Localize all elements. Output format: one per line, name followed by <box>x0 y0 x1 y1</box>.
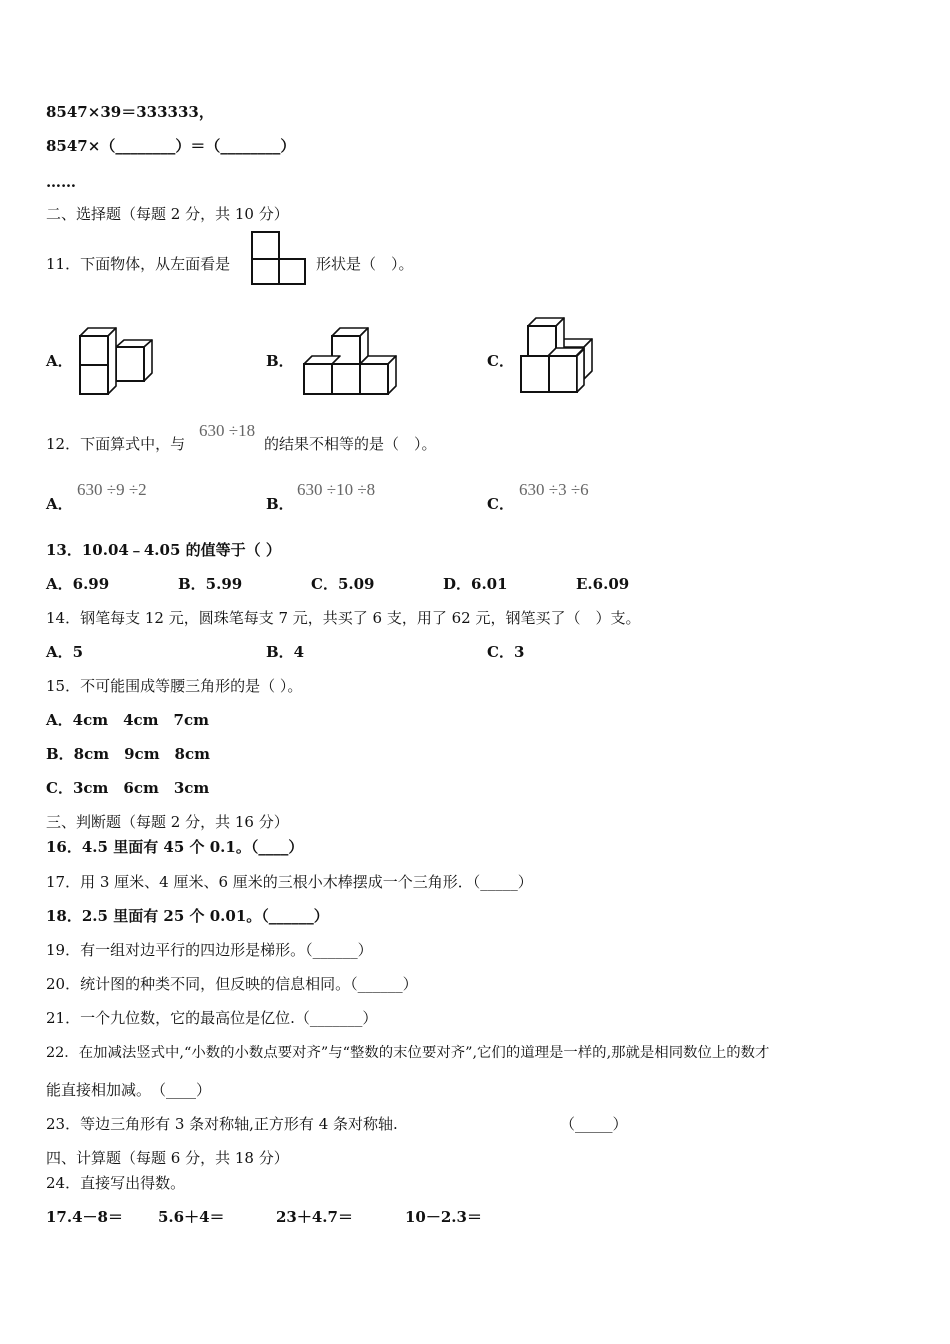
calc-item-2: 5.6＋4＝ <box>158 1208 225 1226</box>
question-20: 20．统计图的种类不同，但反映的信息相同。（______） <box>46 975 418 993</box>
cube-stack-a-icon <box>78 326 158 396</box>
equation-line-2: 8547×（________）＝（________） <box>46 137 296 155</box>
option-13-d[interactable]: D．6.01 <box>443 575 508 593</box>
question-17: 17．用 3 厘米、4 厘米、6 厘米的三根小木棒摆成一个三角形．（_____） <box>46 873 533 891</box>
question-12-text-end: 的结果不相等的是（ ）。 <box>264 435 437 453</box>
cube-stack-c-icon <box>519 316 599 396</box>
question-13: 13．10.04﹣4.05 的值等于（ ） <box>46 541 281 559</box>
option-12-a-label[interactable]: A． <box>46 495 73 513</box>
option-13-a[interactable]: A．6.99 <box>46 575 110 593</box>
question-14: 14．钢笔每支 12 元，圆珠笔每支 7 元，共买了 6 支，用了 62 元，钢笔买了（ ）支。 <box>46 609 641 627</box>
left-view-shape-icon <box>250 230 308 286</box>
question-11 <box>46 254 230 274</box>
section-heading-choice: 二、选择题（每题 2 分，共 10 分） <box>46 205 289 223</box>
section-heading-calc: 四、计算题（每题 6 分，共 18 分） <box>46 1149 289 1167</box>
option-12-a-expression: 630 ÷9 ÷2 <box>77 480 147 499</box>
question-23: 23．等边三角形有 3 条对称轴,正方形有 4 条对称轴. <box>46 1115 398 1133</box>
option-14-b[interactable]: B．4 <box>266 643 305 661</box>
question-12 <box>46 434 185 454</box>
question-23-answer-blank[interactable]: （_____） <box>560 1115 628 1133</box>
option-12-c-expression: 630 ÷3 ÷6 <box>519 480 589 499</box>
calc-item-3: 23＋4.7＝ <box>276 1208 353 1226</box>
question-11-text-end: 形状是（ ）。 <box>316 255 414 273</box>
question-15: 15．不可能围成等腰三角形的是（ ）。 <box>46 677 303 695</box>
option-15-c[interactable]: C．3cm 6cm 3cm <box>46 779 210 797</box>
question-16: 16．4.5 里面有 45 个 0.1。（____） <box>46 838 304 856</box>
ellipsis-line: …… <box>46 173 76 191</box>
question-22-line-1: 22．在加减法竖式中,“小数的小数点要对齐”与“整数的末位要对齐”,它们的道理是一样的,那就是相同数位上的数才 <box>46 1045 770 1061</box>
question-18: 18．2.5 里面有 25 个 0.01。（______） <box>46 907 329 925</box>
option-11-c-label[interactable]: C． <box>487 352 514 370</box>
option-11-b-label[interactable]: B． <box>266 352 294 370</box>
option-11-a-label[interactable]: A． <box>46 352 73 370</box>
option-14-c[interactable]: C．3 <box>487 643 525 661</box>
question-19: 19．有一组对边平行的四边形是梯形。（______） <box>46 941 373 959</box>
option-15-a[interactable]: A．4cm 4cm 7cm <box>46 711 209 729</box>
option-13-c[interactable]: C．5.09 <box>311 575 375 593</box>
cube-stack-b-icon <box>302 326 402 396</box>
calc-item-4: 10－2.3＝ <box>405 1208 482 1226</box>
calc-item-1: 17.4－8＝ <box>46 1208 123 1226</box>
question-21: 21．一个九位数，它的最高位是亿位.（_______） <box>46 1009 378 1027</box>
option-12-b-label[interactable]: B． <box>266 495 294 513</box>
option-13-e[interactable]: E.6.09 <box>576 575 630 593</box>
option-15-b[interactable]: B．8cm 9cm 8cm <box>46 745 211 763</box>
question-24: 24．直接写出得数。 <box>46 1174 186 1192</box>
option-14-a[interactable]: A．5 <box>46 643 84 661</box>
equation-line-1: 8547×39＝333333， <box>46 103 214 121</box>
option-13-b[interactable]: B．5.99 <box>178 575 243 593</box>
question-11-text: 11．下面物体，从左面看是 <box>46 255 231 273</box>
option-12-c-label[interactable]: C． <box>487 495 514 513</box>
question-22-line-2: 能直接相加减。 （____） <box>46 1081 212 1099</box>
question-12-text: 12．下面算式中，与 <box>46 435 186 453</box>
option-12-b-expression: 630 ÷10 ÷8 <box>297 480 376 499</box>
question-12-expression: 630 ÷18 <box>199 421 256 440</box>
section-heading-judge: 三、判断题（每题 2 分，共 16 分） <box>46 813 289 831</box>
